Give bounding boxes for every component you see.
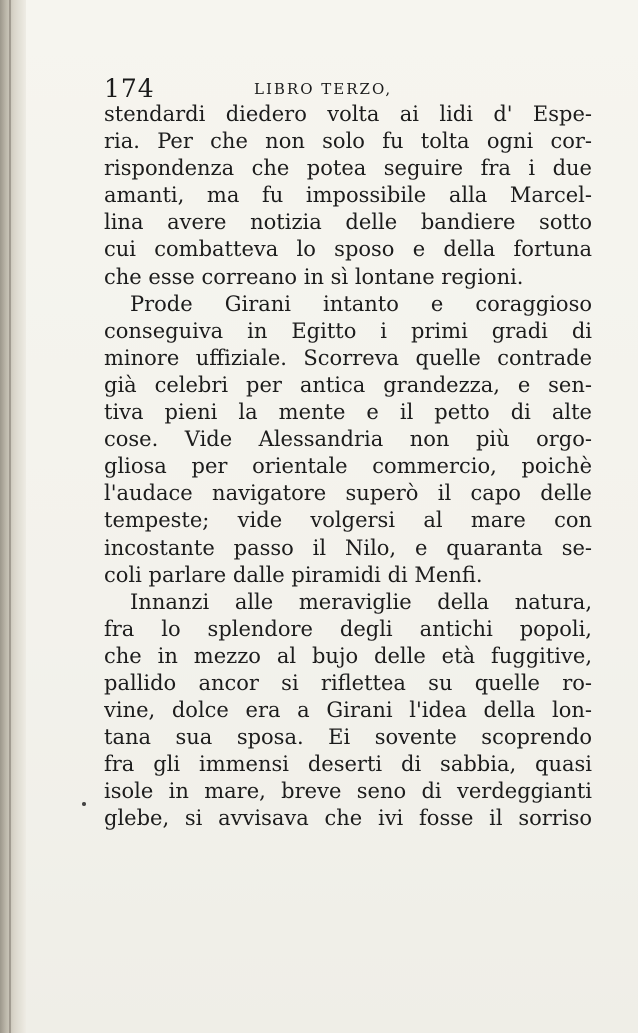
text-line: ria. Per che non solo fu tolta ogni cor- <box>104 129 592 154</box>
text-line: tempeste; vide volgersi al mare con <box>104 508 592 533</box>
paragraph-1 <box>104 101 592 291</box>
paragraph-2 <box>104 291 592 589</box>
text-line: conseguiva in Egitto i primi gradi di <box>104 318 592 343</box>
text-line: che in mezzo al bujo delle età fuggitive, <box>104 643 592 668</box>
text-line: minore uffiziale. Scorreva quelle contrade <box>104 345 592 370</box>
text-line: fra gli immensi deserti di sabbia, quasi <box>104 752 592 777</box>
text-line: incostante passo il Nilo, e quaranta se- <box>104 535 592 560</box>
text-line: fra lo splendore degli antichi popoli, <box>104 616 592 641</box>
text-line: cui combatteva lo sposo e della fortuna <box>104 237 592 262</box>
text-line: tiva pieni la mente e il petto di alte <box>104 400 592 425</box>
running-head: LIBRO TERZO, <box>254 80 393 98</box>
text-line: tana sua sposa. Ei sovente scoprendo <box>104 725 592 750</box>
text-line: isole in mare, breve seno di verdeggianti <box>104 779 592 804</box>
text-line: pallido ancor si riflettea su quelle ro- <box>104 670 592 695</box>
page-number: 174 <box>104 74 155 103</box>
text-line: vine, dolce era a Girani l'idea della lon- <box>104 698 592 723</box>
body-text <box>104 101 592 833</box>
text-line: gliosa per orientale commercio, poichè <box>104 454 592 479</box>
text-line: lina avere notizia delle bandiere sotto <box>104 210 592 235</box>
text-line: stendardi diedero volta ai lidi d' Espe- <box>104 102 592 126</box>
ink-speck <box>82 802 86 806</box>
text-line: già celebri per antica grandezza, e sen- <box>104 372 592 397</box>
text-line: cose. Vide Alessandria non più orgo- <box>104 427 592 452</box>
text-line: Prode Girani intanto e coraggioso <box>130 291 592 316</box>
text-line: coli parlare dalle piramidi di Menfi. <box>104 562 483 587</box>
binding-edge-line <box>9 0 11 1033</box>
text-line: che esse correano in sì lontane regioni. <box>104 264 524 289</box>
text-line: glebe, si avvisava che ivi fosse il sorriso <box>104 806 592 831</box>
text-line: amanti, ma fu impossibile alla Marcel- <box>104 183 592 208</box>
text-line: l'audace navigatore superò il capo delle <box>104 481 592 506</box>
paragraph-3 <box>104 589 592 833</box>
book-spine-shadow <box>0 0 26 1033</box>
text-line: rispondenza che potea seguire fra i due <box>104 156 592 181</box>
text-line: Innanzi alle meraviglie della natura, <box>130 589 592 614</box>
